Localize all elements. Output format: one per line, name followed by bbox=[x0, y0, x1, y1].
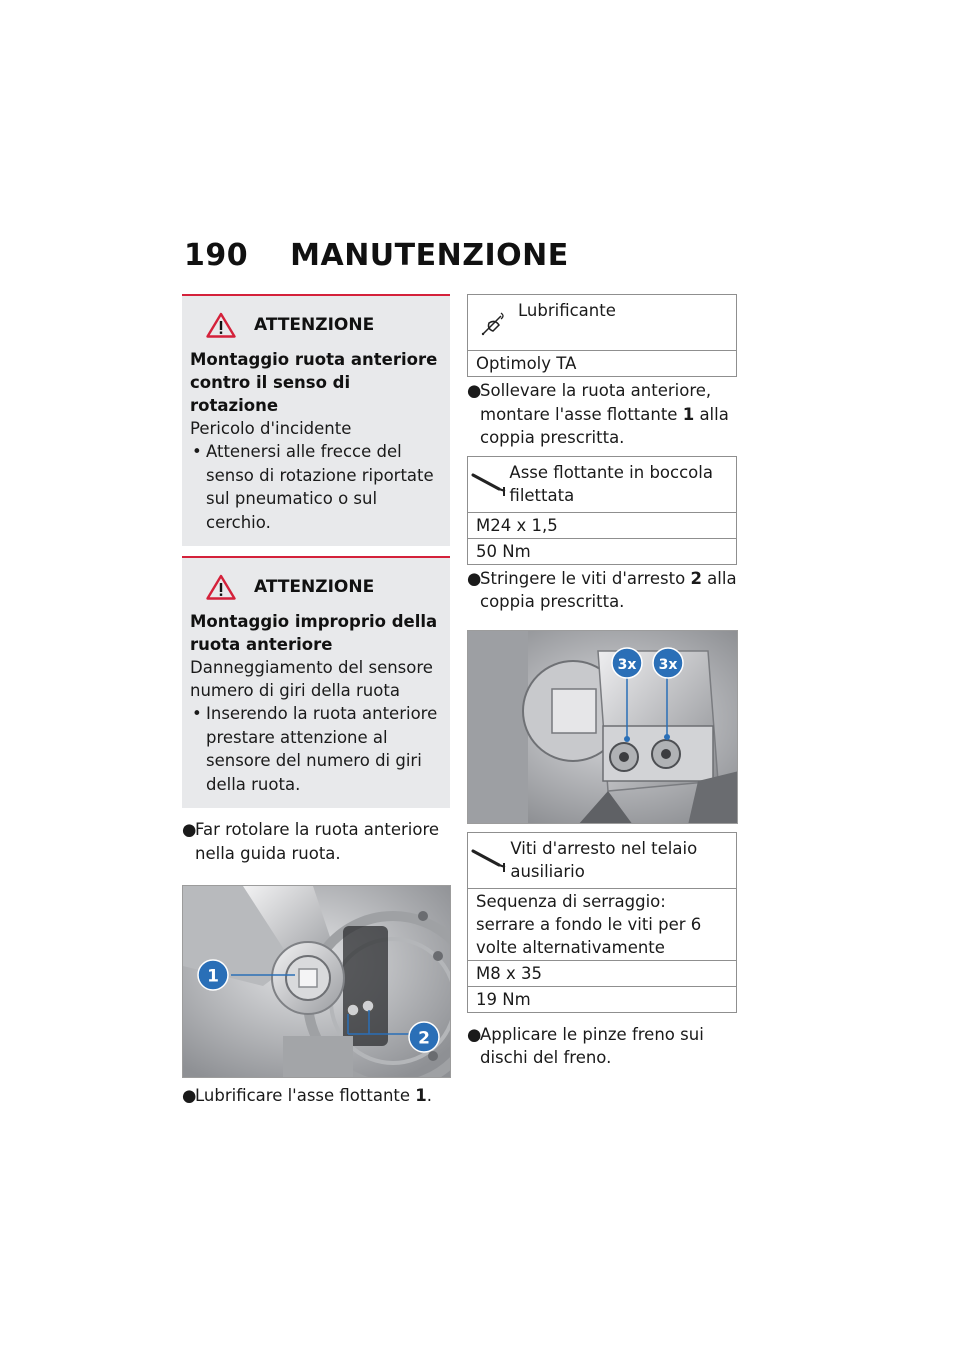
step-text-prefix: Sollevare la ruota anteriore, montare l'asse flottante bbox=[480, 381, 712, 424]
front-axle-illustration bbox=[183, 886, 451, 1078]
step-apply-calipers bbox=[467, 1023, 737, 1070]
step-bullet-icon: ● bbox=[467, 568, 482, 588]
page-number: 190 bbox=[184, 238, 249, 273]
step-text-prefix: Stringere le viti d'arresto bbox=[480, 568, 691, 588]
step-bullet-icon: ● bbox=[182, 1086, 197, 1105]
step-ref: 1 bbox=[415, 1086, 427, 1105]
warning-triangle-icon bbox=[206, 312, 236, 338]
step-text-suffix: alla coppia prescritta. bbox=[480, 568, 737, 611]
step-raise-wheel bbox=[467, 379, 737, 450]
step-bullet-icon: ● bbox=[467, 381, 482, 400]
step-text-suffix: . bbox=[426, 1086, 433, 1105]
spec-row: M24 x 1,5 bbox=[468, 513, 736, 539]
spec-table-screws bbox=[467, 832, 737, 1013]
warning-title: ATTENZIONE bbox=[254, 315, 375, 335]
spec-table-axle bbox=[467, 456, 737, 565]
torque-wrench-icon bbox=[469, 469, 509, 501]
tool-cell bbox=[468, 457, 509, 513]
spec-header bbox=[468, 833, 736, 889]
warning-header bbox=[190, 312, 442, 338]
warning-header bbox=[190, 574, 442, 600]
step-lubricate bbox=[182, 1084, 450, 1108]
torque-wrench-icon bbox=[469, 845, 509, 877]
photo-locking-screws bbox=[467, 630, 738, 824]
spec-table-lubricant bbox=[467, 294, 737, 377]
step-ref: 2 bbox=[690, 568, 702, 588]
warning-text: Pericolo d'incidente bbox=[190, 419, 352, 438]
spec-label: Viti d'arresto nel telaio ausiliario bbox=[510, 838, 698, 881]
warning-text: Danneggiamento del sensore numero di giri della ruota bbox=[190, 658, 433, 700]
callout-label-2: 2 bbox=[418, 1028, 430, 1049]
spec-row: M8 x 35 bbox=[468, 961, 736, 987]
step-ref: 1 bbox=[682, 404, 695, 424]
warning-bullet-text: Attenersi alle frecce del senso di rotazione riportate sul pneumatico o sul cerchio. bbox=[206, 442, 434, 532]
spec-row: Sequenza di serraggio: serrare a fondo le viti per 6 volte alternativamente bbox=[468, 889, 736, 961]
spec-header bbox=[468, 295, 736, 351]
spec-row: 19 Nm bbox=[476, 989, 531, 1009]
callout-label-3x-b: 3x bbox=[658, 656, 678, 673]
warning-bullet bbox=[190, 702, 442, 796]
step-text: Applicare le pinze freno sui dischi del freno. bbox=[480, 1024, 704, 1067]
step-tighten-screws bbox=[467, 567, 737, 614]
warning-bullet-text: Inserendo la ruota anteriore prestare attenzione al sensore del numero di giri della ruota. bbox=[206, 704, 438, 794]
bullet-dot-icon: • bbox=[192, 704, 202, 723]
step-text: Far rotolare la ruota anteriore nella guida ruota. bbox=[195, 820, 440, 863]
step-roll-wheel bbox=[182, 818, 450, 865]
left-column bbox=[182, 294, 450, 1112]
tool-cell bbox=[468, 833, 510, 889]
spec-label: Asse flottante in boccola filettata bbox=[509, 462, 713, 505]
callout-label-3x-a: 3x bbox=[617, 656, 637, 673]
warning-box-rotation bbox=[182, 294, 450, 546]
bullet-dot-icon: • bbox=[192, 442, 202, 461]
photo-front-axle bbox=[182, 885, 451, 1078]
warning-bullet bbox=[190, 440, 442, 534]
warning-subtitle: Montaggio improprio della ruota anteriore bbox=[190, 612, 438, 654]
step-bullet-icon: ● bbox=[467, 1024, 482, 1044]
warning-triangle-icon bbox=[206, 574, 236, 600]
tool-cell bbox=[468, 295, 518, 351]
spec-header bbox=[468, 457, 736, 513]
spec-row: Optimoly TA bbox=[476, 354, 577, 373]
step-text-suffix: alla coppia prescritta. bbox=[480, 404, 729, 447]
right-column bbox=[467, 294, 737, 1074]
page-title: MANUTENZIONE bbox=[290, 238, 569, 273]
warning-subtitle: Montaggio ruota anteriore contro il senso di rotazione bbox=[190, 350, 438, 415]
warning-box-mounting bbox=[182, 556, 450, 808]
step-bullet-icon: ● bbox=[182, 820, 197, 839]
spec-row: 50 Nm bbox=[476, 541, 531, 561]
locking-screws-illustration bbox=[468, 631, 738, 824]
spec-label: Lubrificante bbox=[518, 301, 616, 320]
step-text-prefix: Lubrificare l'asse flottante bbox=[195, 1086, 416, 1105]
warning-title: ATTENZIONE bbox=[254, 577, 375, 597]
lubricant-icon bbox=[477, 307, 509, 339]
callout-label-1: 1 bbox=[207, 966, 219, 987]
page-header bbox=[184, 238, 569, 273]
